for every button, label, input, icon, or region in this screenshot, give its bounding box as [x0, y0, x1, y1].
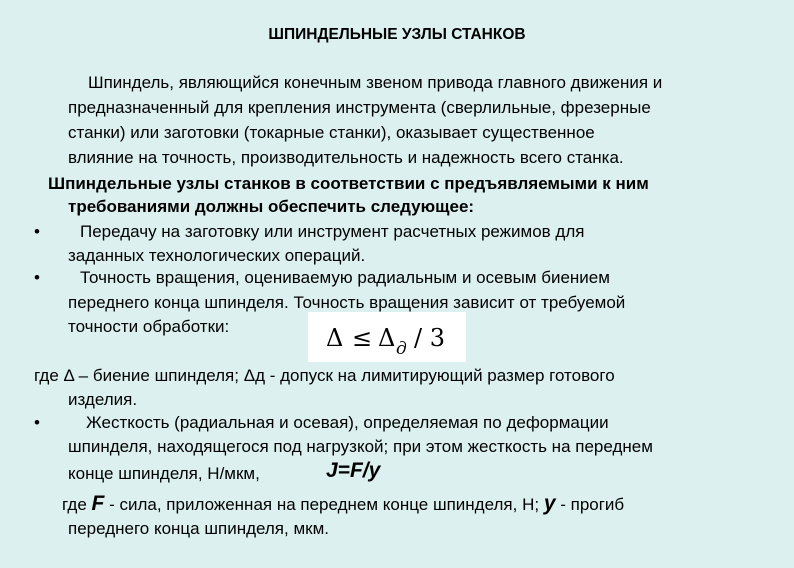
bullet-1-marker: • [34, 222, 40, 241]
formula-stiffness: J=F/y [326, 459, 381, 482]
intro-line-4: влияние на точность, производительность и надежность всего станка. [68, 148, 624, 167]
bullet-2-line-1: Точность вращения, оцениваемую радиальным и осевым биением [80, 268, 610, 287]
formula-le: ≤ [352, 324, 373, 352]
bullet-3-line-2: шпинделя, находящегося под нагрузкой; при этом жесткость на переднем [68, 437, 653, 456]
where-2-y: y [543, 492, 556, 515]
where-2-mid: - сила, приложенная на переднем конце шпинделя, Н; [109, 495, 540, 514]
intro-line-1: Шпиндель, являющийся конечным звеном привода главного движения и [88, 73, 663, 92]
where-1-line-1: где Δ – биение шпинделя; Δд - допуск на лимитирующий размер готового [34, 366, 615, 385]
bullet-1-line-2: заданных технологических операций. [68, 246, 366, 265]
where-1-line-2: изделия. [68, 390, 138, 409]
intro-line-3: станки) или заготовки (токарные станки), оказывает существенное [68, 123, 595, 142]
where-2-prefix: где [62, 495, 87, 514]
bullet-3-marker: • [34, 413, 40, 432]
where-2-line-1 [62, 491, 624, 517]
formula-rest: / 3 [414, 324, 445, 352]
bullet-2-line-2: переднего конца шпинделя. Точность вращения зависит от требуемой [68, 293, 626, 312]
page-title: ШПИНДЕЛЬНЫЕ УЗЛЫ СТАНКОВ [268, 26, 526, 43]
formula-svg [308, 312, 466, 362]
where-2-F: F [91, 492, 105, 515]
formula-delta: Δ [326, 324, 344, 352]
bullet-1-line-1: Передачу на заготовку или инструмент расчетных режимов для [80, 222, 585, 241]
formula-delta-d: Δ [378, 324, 396, 352]
bullet-2-line-3: точности обработки: [68, 317, 230, 336]
bullet-3-line-1: Жесткость (радиальная и осевая), определяемая по деформации [86, 413, 609, 432]
where-2-line-2: переднего конца шпинделя, мкм. [68, 519, 329, 538]
bullet-2-marker: • [34, 268, 40, 287]
bullet-3-line-3: конце шпинделя, Н/мкм, [68, 464, 260, 483]
intro-line-2: предназначенный для крепления инструмента (сверлильные, фрезерные [68, 98, 651, 117]
requirements-line-2: требованиями должны обеспечить следующее: [68, 197, 475, 216]
formula-subscript: д [396, 339, 407, 359]
requirements-line-1: Шпиндельные узлы станков в соответствии с предъявляемыми к ним [48, 174, 649, 193]
formula-precision [308, 312, 466, 362]
where-2-tail: - прогиб [560, 495, 625, 514]
